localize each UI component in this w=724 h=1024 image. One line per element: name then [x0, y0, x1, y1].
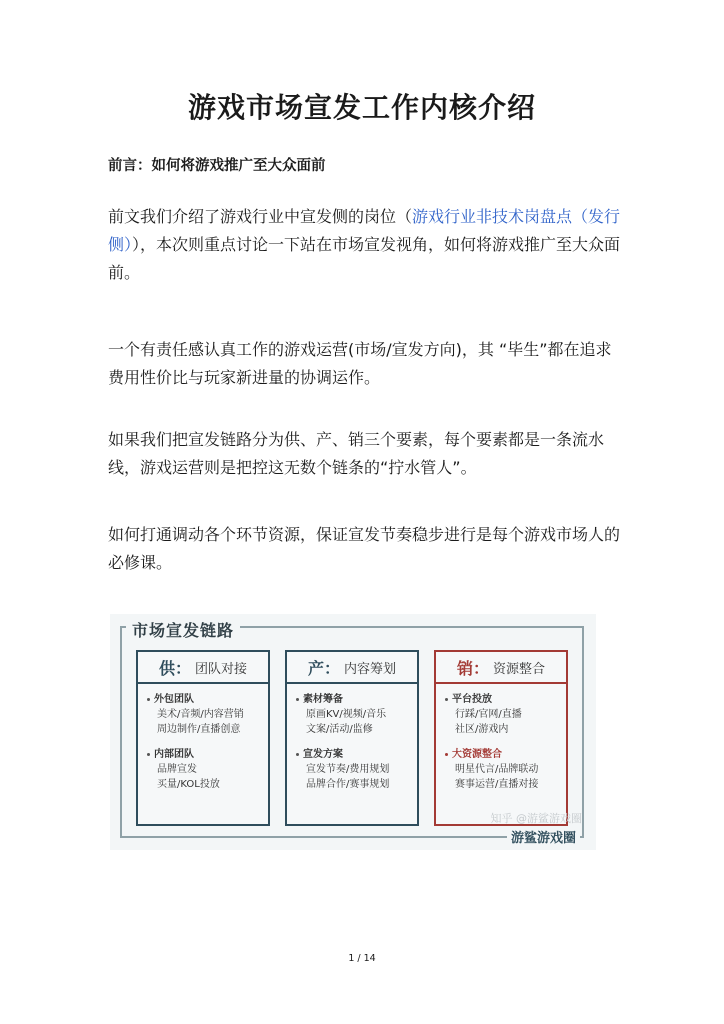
paragraph-1-prefix: 前文我们介绍了游戏行业中宣发侧的岗位（	[108, 207, 413, 226]
column-header	[287, 652, 417, 684]
group-line: 美术/音频/内容营销	[157, 709, 244, 720]
column-label: 团队对接	[195, 661, 248, 677]
marketing-chain-figure	[110, 614, 596, 850]
group-title-highlight: 大资源整合	[452, 747, 556, 762]
column-key: 销：	[456, 658, 489, 678]
group-title: 素材筹备	[303, 692, 407, 707]
group-title: 外包团队	[154, 692, 258, 707]
group-line: 明星代言/品牌联动	[455, 764, 539, 775]
article-link[interactable]: 游戏行业非技术岗盘点（发行侧）	[108, 207, 621, 254]
group-line: 品牌宣发	[157, 764, 197, 775]
document-title: 游戏市场宣发工作内核介绍	[187, 91, 536, 124]
column-key: 供：	[158, 658, 191, 678]
group	[154, 692, 258, 737]
group-title: 宣发方案	[303, 747, 407, 762]
group-line: 原画KV/视频/音乐	[306, 709, 387, 720]
paragraph-3: 如果我们把宣发链路分为供、产、销三个要素，每个要素都是一条流水线，游戏运营则是把控这无数个链条的“拧水管人”。	[108, 430, 605, 477]
column-sales	[434, 650, 568, 826]
group-line: 行踩/官网/直播	[455, 709, 522, 720]
group-line: 宣发节奏/费用规划	[306, 764, 390, 775]
paragraph-1-suffix: ），本次则重点讨论一下站在市场宣发视角，如何将游戏推广至大众面前。	[108, 235, 621, 282]
column-supply	[136, 650, 270, 826]
group-line: 买量/KOL投放	[157, 779, 220, 790]
page-number: 1 / 14	[348, 953, 376, 964]
column-header	[138, 652, 268, 684]
brand-watermark: 游鲨游戏圈	[507, 827, 580, 846]
paragraph-4: 如何打通调动各个环节资源，保证宣发节奏稳步进行是每个游戏市场人的必修课。	[108, 525, 621, 572]
paragraph-2: 一个有责任感认真工作的游戏运营(市场/宣发方向)，其 “毕生”都在追求费用性价比与玩家新进量的协调运作。	[108, 340, 612, 387]
group-line: 社区/游戏内	[455, 724, 509, 735]
column-production	[285, 650, 419, 826]
group-line: 赛事运营/直播对接	[455, 779, 539, 790]
group-title: 内部团队	[154, 747, 258, 762]
column-label: 资源整合	[493, 661, 546, 677]
group-line: 周边制作/直播创意	[157, 724, 241, 735]
group	[303, 747, 407, 792]
figure-title: 市场宣发链路	[126, 618, 240, 641]
group	[452, 692, 556, 737]
group-line: 文案/活动/监修	[306, 724, 373, 735]
group	[154, 747, 258, 792]
column-header	[436, 652, 566, 684]
column-label: 内容筹划	[344, 661, 397, 677]
paragraph-1	[108, 203, 624, 287]
group	[303, 692, 407, 737]
group-title: 平台投放	[452, 692, 556, 707]
group	[452, 747, 556, 792]
zhihu-watermark: 知乎 @游鲨游戏圈	[490, 812, 582, 825]
column-key: 产：	[307, 658, 340, 678]
document-subtitle: 前言：如何将游戏推广至大众面前	[108, 158, 326, 174]
group-line: 品牌合作/赛事规划	[306, 779, 390, 790]
